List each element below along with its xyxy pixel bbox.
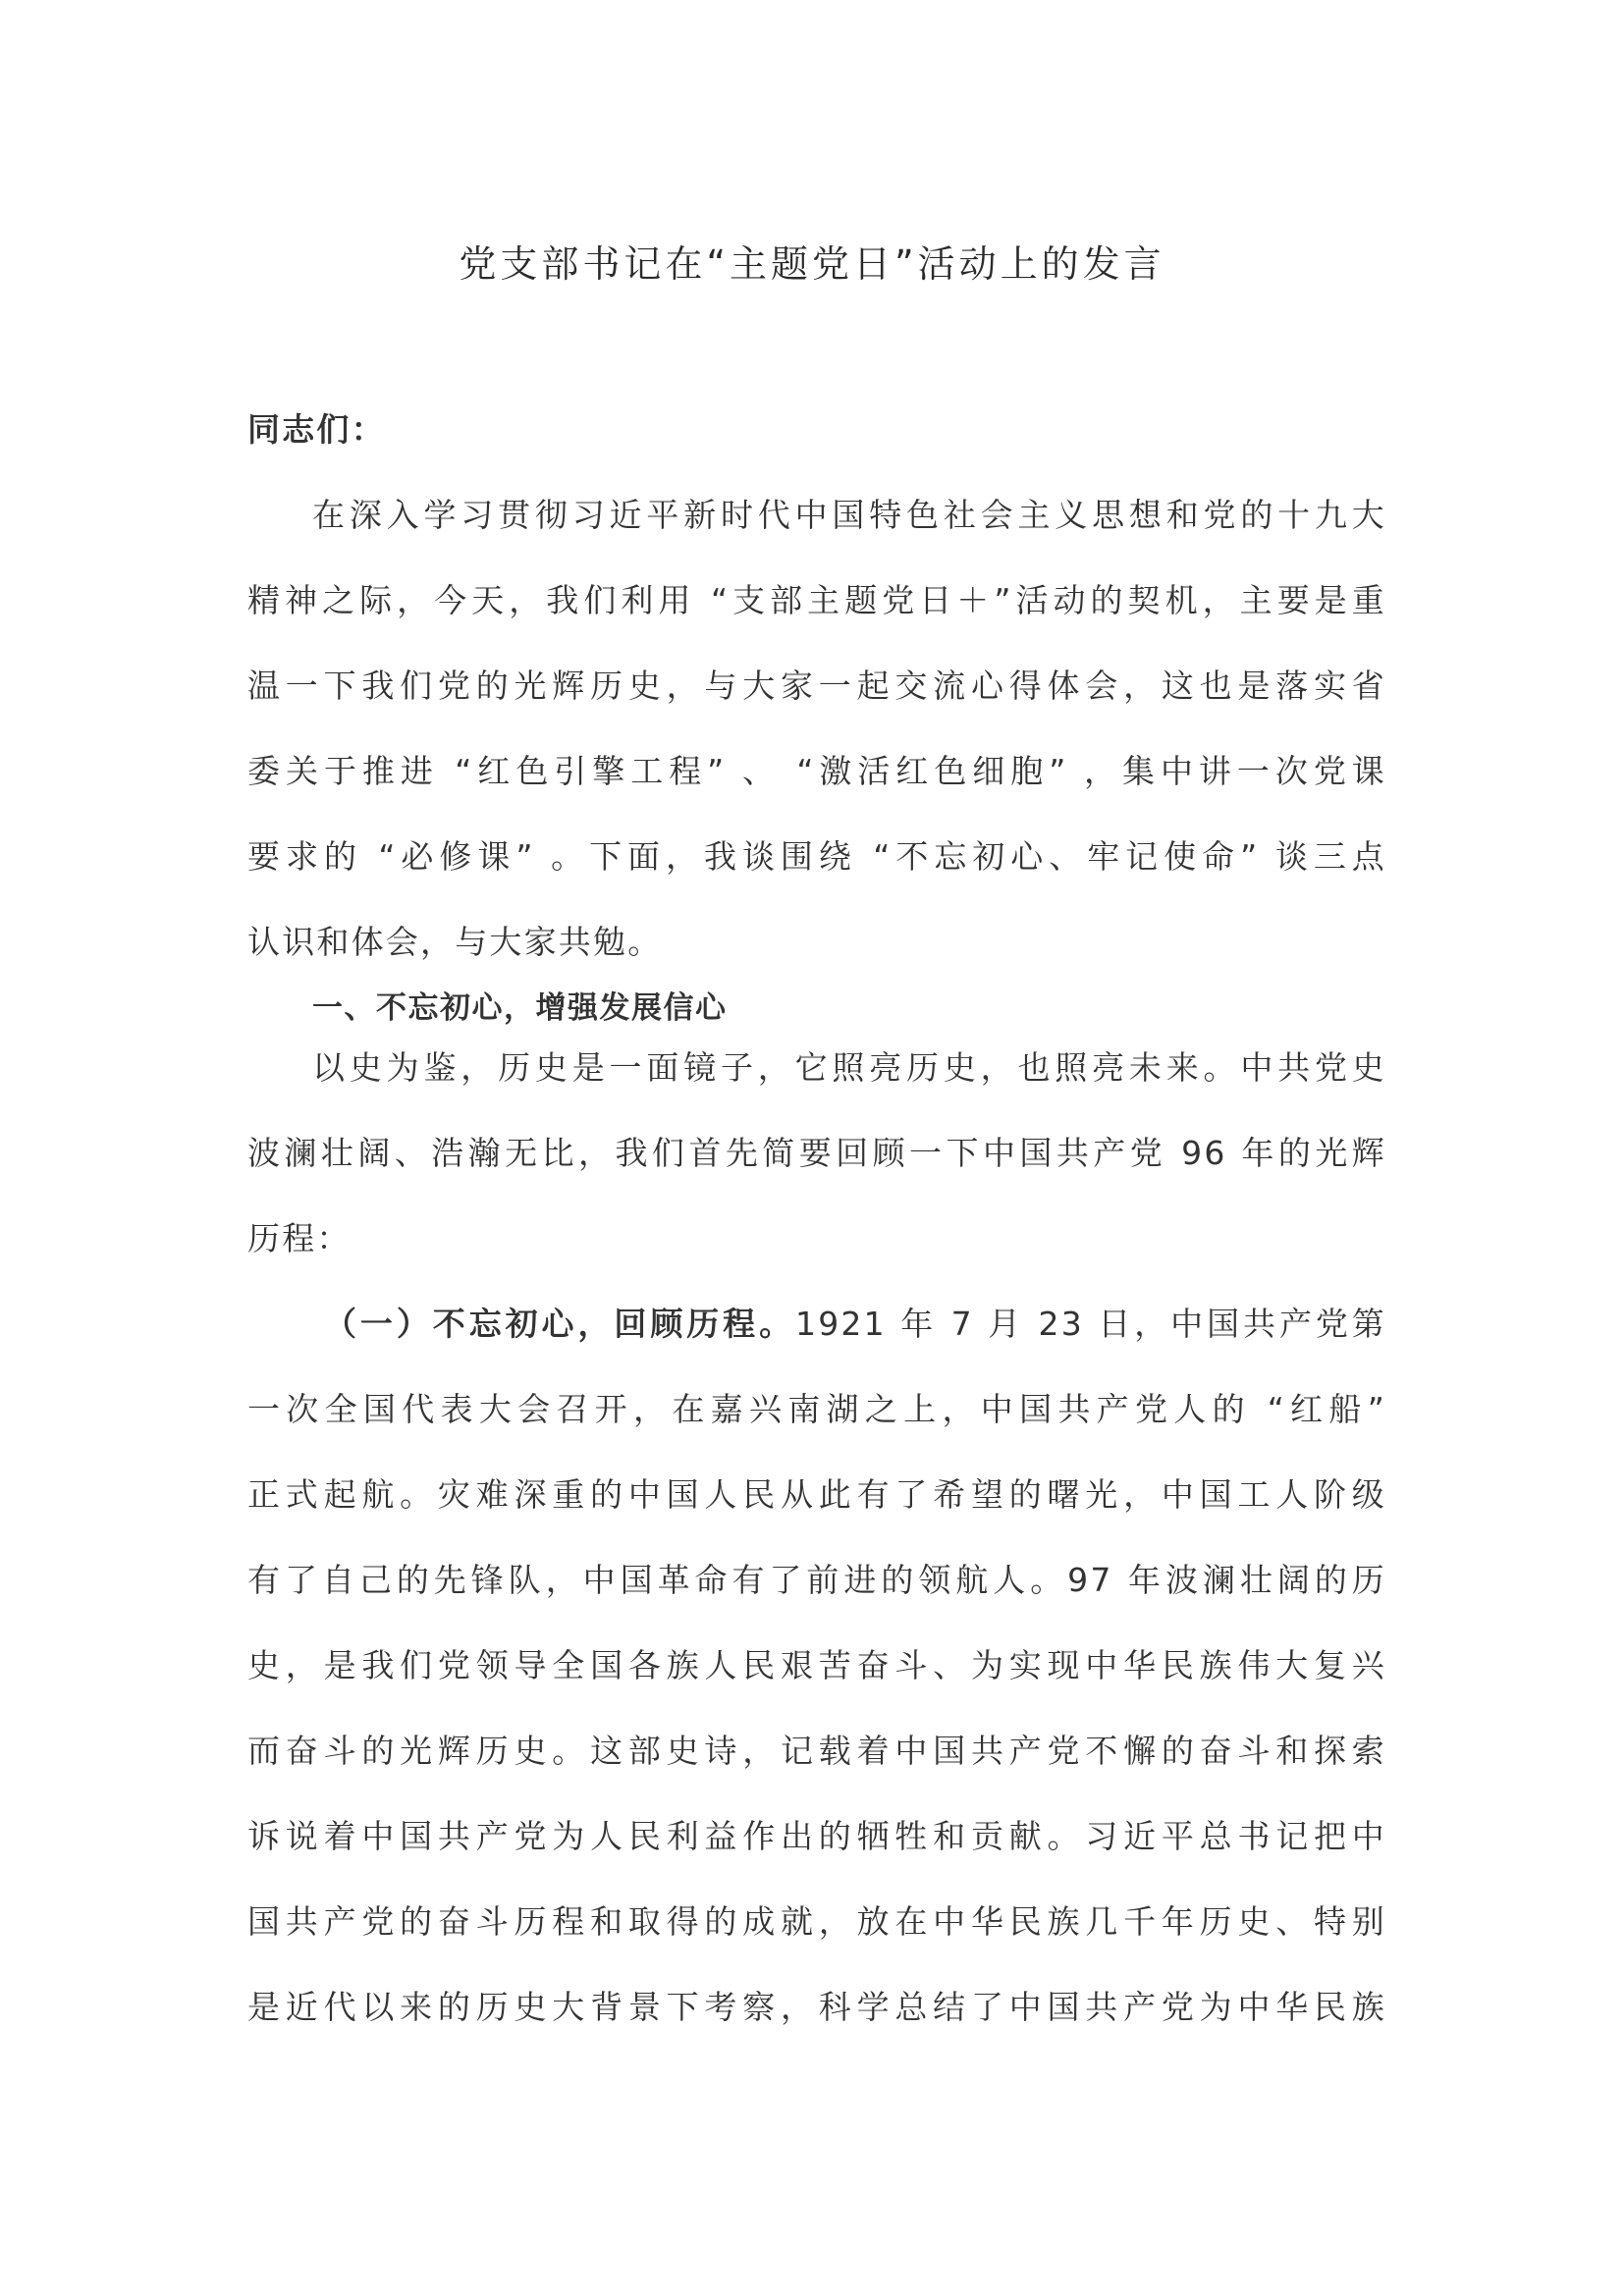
text-line: 是近代以来的历史大背景下考察，科学总结了中国共产党为中华民族 xyxy=(247,1988,1386,2026)
text-line: 精神之际，今天，我们利用 “支部主题党日＋”活动的契机，主要是重 xyxy=(247,581,1386,619)
text-line: 认识和体会，与大家共勉。 xyxy=(247,923,663,961)
text-line: 以史为鉴，历史是一面镜子，它照亮历史，也照亮未来。中共党史 xyxy=(312,1048,1386,1087)
text-line: 温一下我们党的光辉历史，与大家一起交流心得体会，这也是落实省 xyxy=(247,667,1386,705)
text-line: 在深入学习贯彻习近平新时代中国特色社会主义思想和党的十九大 xyxy=(312,496,1386,534)
document-title: 党支部书记在“主题党日”活动上的发言 xyxy=(459,242,1165,286)
text-line: 史，是我们党领导全国各族人民艰苦奋斗、为实现中华民族伟大复兴 xyxy=(247,1646,1386,1684)
text-line: 正式起航。灾难深重的中国人民从此有了希望的曙光，中国工人阶级 xyxy=(247,1475,1386,1514)
text-line: 而奋斗的光辉历史。这部史诗，记载着中国共产党不懈的奋斗和探索 xyxy=(247,1732,1386,1770)
subsection-lead-text: 1921 年 7 月 23 日，中国共产党第 xyxy=(795,1305,1386,1343)
text-line: 诉说着中国共产党为人民利益作出的牺牲和贡献。习近平总书记把中 xyxy=(247,1817,1386,1855)
salutation: 同志们： xyxy=(247,410,386,449)
subsection-heading: （一）不忘初心，回顾历程。 xyxy=(324,1305,796,1343)
text-line: 历程： xyxy=(247,1219,352,1257)
text-line: 委关于推进 “红色引擎工程” 、 “激活红色细胞” ，集中讲一次党课 xyxy=(247,752,1386,790)
text-line: 要求的 “必修课” 。下面，我谈围绕 “不忘初心、牢记使命” 谈三点 xyxy=(247,837,1386,876)
text-line: 有了自己的先锋队，中国革命有了前进的领航人。97 年波澜壮阔的历 xyxy=(247,1561,1386,1599)
section-heading: 一、不忘初心，增强发展信心 xyxy=(312,990,728,1026)
text-line: 一次全国代表大会召开，在嘉兴南湖之上，中国共产党人的 “红船” xyxy=(247,1390,1386,1428)
subsection-lead-line xyxy=(324,1305,1386,1344)
text-line: 国共产党的奋斗历程和取得的成就，放在中华民族几千年历史、特别 xyxy=(247,1902,1386,1941)
text-line: 波澜壮阔、浩瀚无比，我们首先简要回顾一下中国共产党 96 年的光辉 xyxy=(247,1134,1386,1172)
